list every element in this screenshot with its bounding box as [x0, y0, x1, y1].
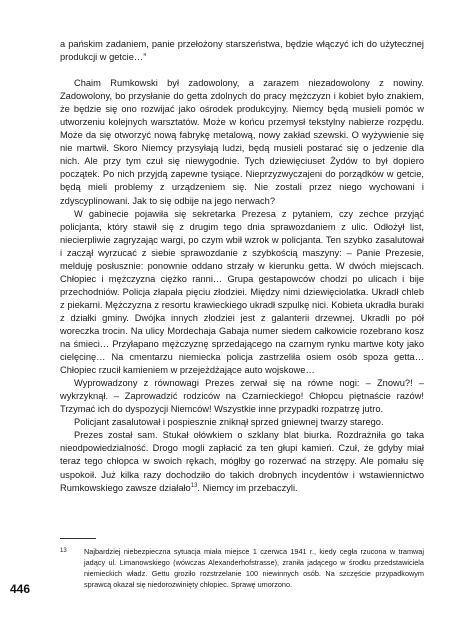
paragraph-4: Wyprowadzony z równowagi Prezes zerwał się na równe nogi: – Znowu?! – wykrzyknął. – Zaprowadzić rodziców na Czarnieckiego! Chłopcu piętnaście razów! Trzymać ich do dyspozycji Niemców! Wszystkie inne przypadki rozpatrzę jutro. — [60, 378, 424, 415]
paragraph-2: Chaim Rumkowski był zadowolony, a zarazem niezadowolony z nowiny. Zadowolony, bo przysłanie do getta zdolnych do pracy mężczyzn i kobiet było znakiem, że będzie się ono rozwijać jako ośrodek produkcyjny. Niemcy będą musieli pomóc w utworzeniu kolejnych warsztatów. Może w końcu przemysł tekstylny nabierze rozpędu. Może da się otworzyć nową fabrykę metalową, nowy zakład szewski. O wyżywienie się nie martwił. Skoro Niemcy przysyłają ludzi, będą musieli postarać się o jedzenie dla nich. Ale przy tym czuł się niewygodnie. Tych dziewięciuset Żydów to był dopiero początek. Po nich przyjdą zapewne tysiące. Nieprzyzwyczajeni do porządków w getcie, będą mieli problemy z urządzeniem się. Nie zostali przez niego wychowani i zdyscyplinowani. Jak to się odbije na jego nerwach? — [60, 78, 424, 206]
footnote-reference: 13 — [190, 482, 198, 489]
footnote — [60, 546, 424, 590]
paragraph-6-text: Prezes został sam. Stukał ołówkiem o szklany blat biurka. Rozdrażniła go taka nieodpowiedzialność. Drogo mogli zapłacić za ten głupi kamień. Czuł, że gdyby miał teraz tego chłopca w swoich rękach, mógłby go rozerwać na strzępy. Ale pomału się uspokoił. Już kilka razy dochodziło do takich drobnych incydentów i wstawiennictwo Rumkowskiego zawsze działało — [60, 430, 424, 493]
paragraph-6-tail: . Niemcy im przebaczyli. — [197, 482, 298, 493]
paragraph-1: a pańskim zadaniem, panie przełożony starszeństwa, będzie włączyć ich do użytecznej produkcji w getcie…” — [60, 39, 424, 63]
paragraph-6 — [60, 429, 424, 494]
page-number: 446 — [10, 582, 31, 596]
footnote-divider — [60, 538, 96, 539]
paragraph-3: W gabinecie pojawiła się sekretarka Prezesa z pytaniem, czy zechce przyjąć policjanta, który stawił się z drugim tego dnia sprawozdaniem z ulic. Odłożył list, niecierpliwie zagryzając wargi, po czym wbił wzrok w policjanta. Ten szybko zasalutował i zaczął wyrzucać z siebie sprawozdanie z szybkością maszyny: – Panie Prezesie, melduję posłusznie: ponownie oddano strzały w kierunku getta. W dwóch miejscach. Chłopiec i mężczyzna ciężko ranni… Grupa gestapowców chodzi po ulicach i bije przechodniów. Policja złapała pięciu złodziei. Między nimi dziewięciolatka. Ukradł chleb z piekarni. Mężczyzna z resortu krawieckiego ukradł szpulkę nici. Kobieta ukradła buraki z działki gminy. Dwójka innych złodziei jest z galanterii drzewnej. Ukradli po pół woreczka trocin. Na ulicy Mordechaja Gabaja numer siedem całkowicie rozebrano kosz na śmieci… Przyłapano mężczyznę sprzedającego na czarnym rynku martwe koty jako cielęcinę… Na cmentarzu niemiecka policja zastrzeliła osiem osób spoza getta… Chłopiec rzucił kamieniem w przejeżdżające auto wojskowe… — [60, 208, 424, 376]
footnote-number: 13 — [60, 548, 67, 554]
main-text — [60, 38, 424, 495]
footnote-text: Najbardziej niebezpieczna sytuacja miała miejsce 1 czerwca 1941 r., kiedy cegła rzucona w tramwaj jadący ul. Limanowskiego (wówczas Alexanderhofstrasse), zraniła jadącego w środku przedstawiciela niemieckich władz. Gettu groziło rozstrzelanie 100 niewinnych osób. Na szczęście przypadkowym sprawcą okazał się niedorozwinięty chłopiec. Sprawę umorzono. — [84, 547, 424, 589]
paragraph-5: Policjant zasalutował i pospiesznie zniknął sprzed gniewnej twarzy starego. — [74, 417, 384, 428]
